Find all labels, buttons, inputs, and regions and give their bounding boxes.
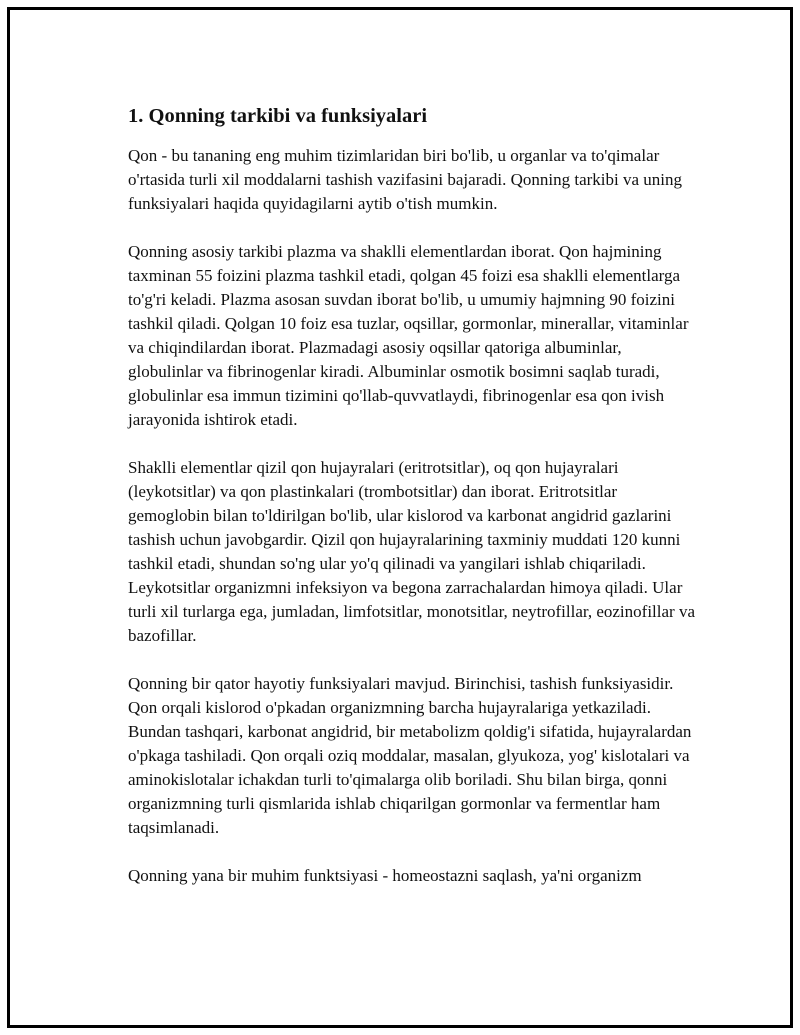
paragraph-homeostasis: Qonning yana bir muhim funktsiyasi - homeostazni saqlash, ya'ni organizm <box>128 866 642 885</box>
paragraph-formed-elements: Shaklli elementlar qizil qon hujayralari (eritrotsitlar), oq qon hujayralari (leykotsitlar) va qon plastinkalari (trombotsitlar) dan iborat. Eritrotsitlar gemoglobin bilan to'ldirilgan bo'lib, ular kislorod va karbonat angidrid gazlarini tashish uchun javobgardir. Qizil qon hujayralarining taxminiy muddati 120 kunni tashkil etadi, shundan so'ng ular yo'q qilinadi va yangilari ishlab chiqariladi. Leykotsitlar organizmni infeksiyon va begona zarrachalardan himoya qiladi. Ular turli xil turlarga ega, jumladan, limfotsitlar, monotsitlar, neytrofillar, eozinofillar va bazofillar. <box>128 458 695 645</box>
page-frame <box>7 7 793 1028</box>
paragraph-composition: Qonning asosiy tarkibi plazma va shaklli elementlardan iborat. Qon hajmining taxminan 55 foizini plazma tashkil etadi, qolgan 45 foizi esa shaklli elementlarga to'g'ri keladi. Plazma asosan suvdan iborat bo'lib, u umumiy hajmning 90 foizini tashkil qiladi. Qolgan 10 foiz esa tuzlar, oqsillar, gormonlar, minerallar, vitaminlar va chiqindilardan iborat. Plazmadagi asosiy oqsillar qatoriga albuminlar, globulinlar va fibrinogenlar kiradi. Albuminlar osmotik bosimni saqlab turadi, globulinlar esa immun tizimini qo'llab-quvvatlaydi, fibrinogenlar esa qon ivish jarayonida ishtirok etadi. <box>128 242 689 429</box>
document-body <box>128 102 698 912</box>
paragraph-functions: Qonning bir qator hayotiy funksiyalari mavjud. Birinchisi, tashish funksiyasidir. Qon orqali kislorod o'pkadan organizmning barcha hujayralariga yetkaziladi. Bundan tashqari, karbonat angidrid, bir metabolizm qoldig'i sifatida, hujayralardan o'pkaga tashiladi. Qon orqali oziq moddalar, masalan, glyukoza, yog' kislotalari va aminokislotalar ichakdan turli to'qimalarga olib boriladi. Shu bilan birga, qonni organizmning turli qismlarida ishlab chiqarilgan gormonlar va fermentlar ham taqsimlanadi. <box>128 674 692 837</box>
paragraph-intro: Qon - bu tananing eng muhim tizimlaridan biri bo'lib, u organlar va to'qimalar o'rtasida turli xil moddalarni tashish vazifasini bajaradi. Qonning tarkibi va uning funksiyalari haqida quyidagilarni aytib o'tish mumkin. <box>128 146 683 213</box>
section-heading: 1. Qonning tarkibi va funksiyalari <box>128 105 428 127</box>
